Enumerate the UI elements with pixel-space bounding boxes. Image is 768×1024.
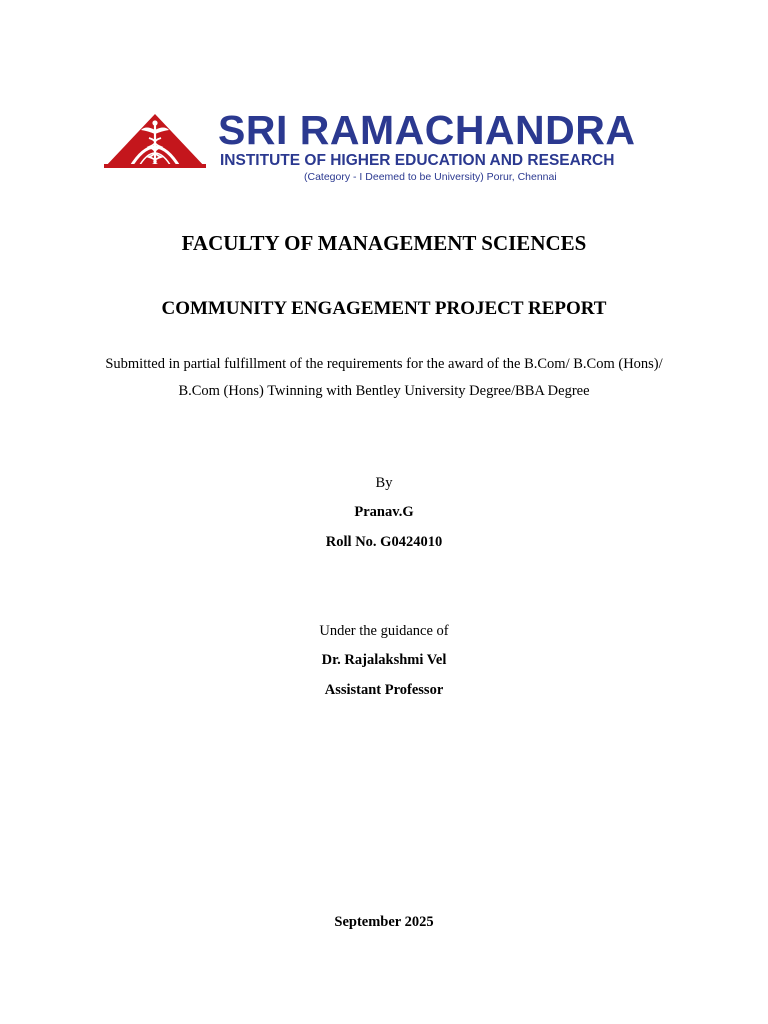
guide-name: Dr. Rajalakshmi Vel [321,652,447,668]
report-title: COMMUNITY ENGAGEMENT PROJECT REPORT [161,298,607,319]
author-name: Pranav.G [354,504,414,520]
institution-logo [102,108,658,188]
by-label: By [375,475,393,491]
roll-number: Roll No. G0424010 [325,534,443,550]
logo-institute-line: INSTITUTE OF HIGHER EDUCATION AND RESEARCH [220,152,615,169]
guidance-label: Under the guidance of [319,623,449,639]
logo-category-line: (Category - I Deemed to be University) Porur, Chennai [304,171,557,183]
submission-date: September 2025 [334,914,434,930]
guide-title: Assistant Professor [324,682,444,698]
emblem-icon [102,112,208,172]
logo-university-name: SRI RAMACHANDRA [218,107,636,153]
submission-line-1: Submitted in partial fulfillment of the requirements for the award of the B.Com/ B.Com (Hons)/ [105,356,663,372]
submission-line-2: B.Com (Hons) Twinning with Bentley University Degree/BBA Degree [178,383,590,399]
faculty-heading: FACULTY OF MANAGEMENT SCIENCES [181,231,587,255]
